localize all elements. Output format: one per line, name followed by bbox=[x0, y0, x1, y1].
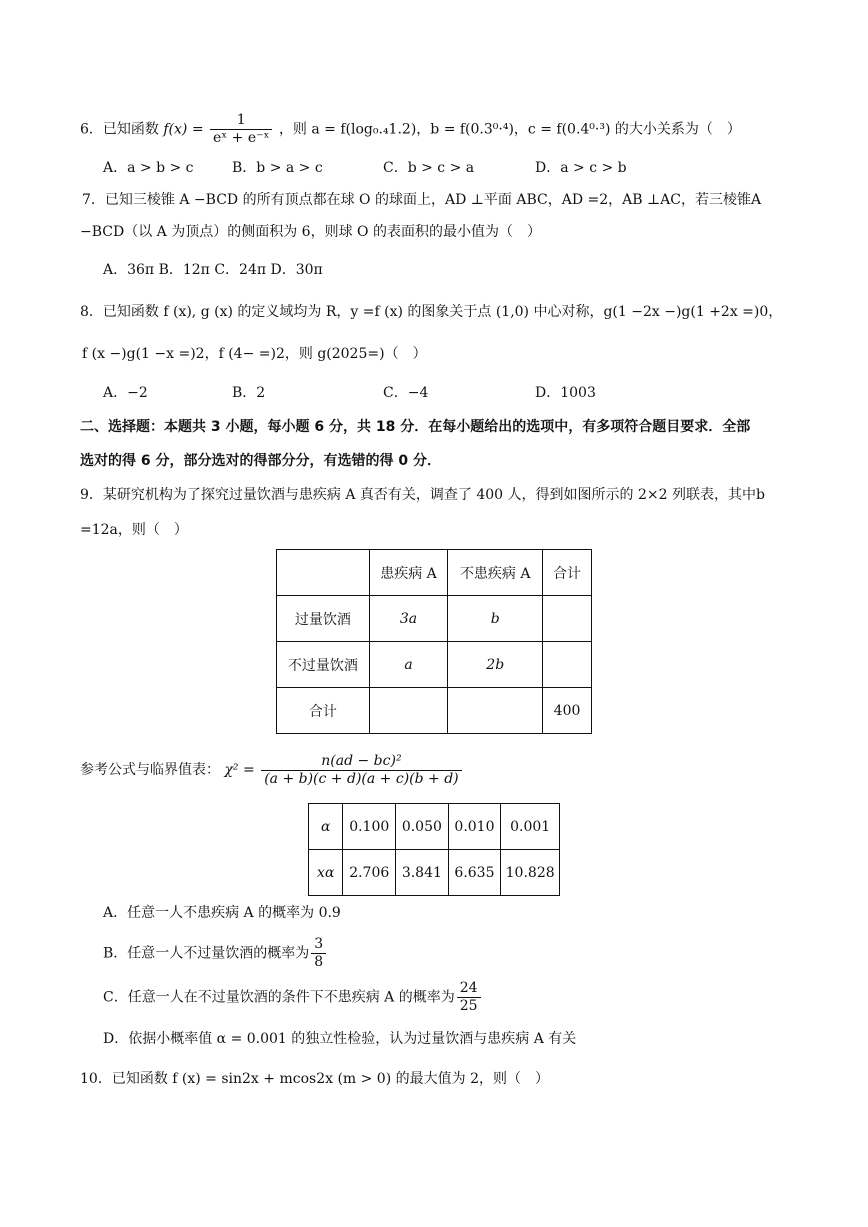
table-cell: 400 bbox=[543, 688, 592, 734]
section2-line1: 二、选择题：本题共 3 小题，每小题 6 分，共 18 分．在每小题给出的选项中，有多项符合题目要求．全部 bbox=[80, 419, 751, 435]
q6-fraction bbox=[210, 112, 272, 147]
table-cell: 患疾病 A bbox=[369, 550, 448, 596]
table-cell: 2b bbox=[448, 642, 543, 688]
chi-square-formula bbox=[80, 752, 464, 788]
q10-stem: 10．已知函数 f (x) = sin2x + mcos2x (m > 0) 的最大值为 2，则（ ） bbox=[80, 1071, 549, 1087]
formula-denominator: (a + b)(c + d)(a + c)(b + d) bbox=[264, 770, 459, 787]
formula-label: 参考公式与临界值表： bbox=[80, 762, 220, 778]
critical-value-table bbox=[308, 803, 560, 896]
table-cell: 3a bbox=[369, 596, 448, 642]
contingency-table bbox=[276, 549, 592, 734]
table-cell bbox=[543, 596, 592, 642]
table-cell: xα bbox=[309, 850, 343, 896]
q9-option-c-fraction bbox=[457, 980, 481, 1015]
table-cell: 0.100 bbox=[343, 804, 396, 850]
table-cell: b bbox=[448, 596, 543, 642]
chi-square-symbol: χ² = bbox=[224, 762, 255, 778]
table-cell: 0.010 bbox=[448, 804, 501, 850]
q6-fraction-numerator: 1 bbox=[210, 112, 272, 130]
q9-line2: =12a，则（ ） bbox=[80, 522, 188, 538]
table-row bbox=[277, 596, 592, 642]
q6-stem bbox=[80, 112, 741, 147]
q8-line1: 8．已知函数 f (x), g (x) 的定义域均为 R，y =f (x) 的图象关于点 (1,0) 中心对称，g(1 −2x −)g(1 +2x =)0， bbox=[80, 304, 783, 320]
q6-fraction-denominator: eˣ + e⁻ˣ bbox=[213, 130, 270, 146]
fraction-numerator: 24 bbox=[457, 980, 481, 998]
table-cell: 过量饮酒 bbox=[277, 596, 370, 642]
section2-line2: 选对的得 6 分，部分选对的得部分分，有选错的得 0 分． bbox=[80, 453, 441, 469]
table-cell: 2.706 bbox=[343, 850, 396, 896]
q6-option-a: A．a > b > c bbox=[103, 160, 194, 176]
q9-option-b bbox=[103, 936, 328, 971]
q9-option-c-text: C．任意一人在不过量饮酒的条件下不患疾病 A 的概率为 bbox=[103, 989, 455, 1006]
q9-option-d: D．依据小概率值 α = 0.001 的独立性检验，认为过量饮酒与患疾病 A 有关 bbox=[103, 1031, 577, 1047]
q6-option-c: C．b > c > a bbox=[383, 160, 475, 176]
table-cell: 0.001 bbox=[501, 804, 560, 850]
table-cell: 3.841 bbox=[396, 850, 449, 896]
q9-option-b-fraction bbox=[311, 936, 326, 971]
q6-number: 6．已知函数 bbox=[80, 121, 159, 138]
table-cell: 6.635 bbox=[448, 850, 501, 896]
table-header-row bbox=[277, 550, 592, 596]
table-cell: a bbox=[369, 642, 448, 688]
q9-line1: 9．某研究机构为了探究过量饮酒与患疾病 A 真否有关，调查了 400 人，得到如图所示的 2×2 列联表，其中b bbox=[80, 487, 765, 503]
q6-function: f(x) = bbox=[163, 121, 204, 138]
table-cell bbox=[369, 688, 448, 734]
table-row bbox=[277, 688, 592, 734]
table-cell: 不过量饮酒 bbox=[277, 642, 370, 688]
table-cell: 10.828 bbox=[501, 850, 560, 896]
table-cell: 不患疾病 A bbox=[448, 550, 543, 596]
q6-stem-rest: ，则 a = f(log₀.₄1.2)，b = f(0.3⁰·⁴)，c = f(0.4⁰·³) 的大小关系为（ ） bbox=[278, 121, 741, 138]
table-cell: 0.050 bbox=[396, 804, 449, 850]
q8-option-b: B．2 bbox=[232, 385, 266, 401]
table-cell: α bbox=[309, 804, 343, 850]
q8-option-c: C．−4 bbox=[383, 385, 429, 401]
fraction-denominator: 8 bbox=[314, 954, 324, 970]
table-cell: 合计 bbox=[277, 688, 370, 734]
q8-line2: f (x −)g(1 −x =)2，f (4− =)2，则 g(2025=)（ ） bbox=[82, 346, 427, 362]
q8-option-d: D．1003 bbox=[535, 385, 596, 401]
table-cell bbox=[448, 688, 543, 734]
fraction-denominator: 25 bbox=[459, 998, 478, 1014]
table-cell bbox=[543, 642, 592, 688]
q9-option-b-text: B．任意一人不过量饮酒的概率为 bbox=[103, 945, 310, 962]
table-cell: 合计 bbox=[543, 550, 592, 596]
table-row bbox=[309, 850, 560, 896]
q9-option-c bbox=[103, 980, 483, 1015]
formula-fraction bbox=[261, 753, 461, 788]
table-row bbox=[277, 642, 592, 688]
q7-options: A．36π B．12π C．24π D．30π bbox=[103, 262, 323, 278]
fraction-numerator: 3 bbox=[311, 936, 326, 954]
q6-option-d: D．a > c > b bbox=[535, 160, 627, 176]
q8-option-a: A．−2 bbox=[103, 385, 148, 401]
q7-line2: −BCD（以 A 为顶点）的侧面积为 6，则球 O 的表面积的最小值为（ ） bbox=[80, 224, 541, 240]
q7-line1: 7．已知三棱锥 A −BCD 的所有顶点都在球 O 的球面上，AD ⊥平面 ABC，AD =2，AB ⊥AC，若三棱锥A bbox=[82, 192, 762, 208]
q6-option-b: B．b > a > c bbox=[232, 160, 323, 176]
q9-option-a: A．任意一人不患疾病 A 的概率为 0.9 bbox=[103, 905, 341, 921]
table-row bbox=[309, 804, 560, 850]
formula-numerator: n(ad − bc)² bbox=[261, 753, 461, 771]
table-cell bbox=[277, 550, 370, 596]
